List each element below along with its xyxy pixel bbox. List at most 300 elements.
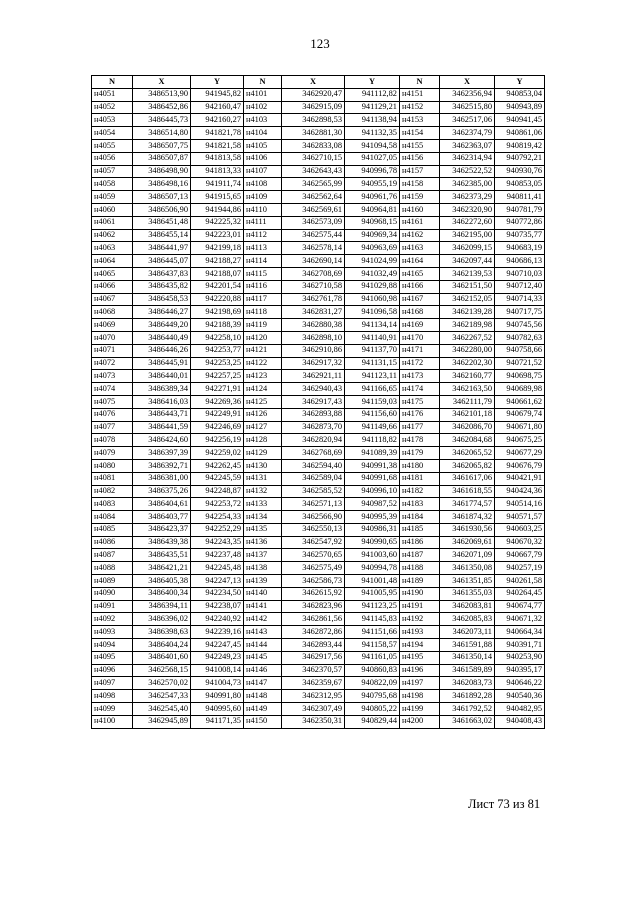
coord-y-cell: 942254,33 [191, 511, 244, 524]
coord-x-cell: 3462690,14 [282, 255, 345, 268]
coord-y-cell: 940679,74 [495, 408, 545, 421]
coord-y-cell: 941008,14 [191, 664, 244, 677]
coord-x-cell: 3462085,83 [440, 613, 495, 626]
coord-y-cell: 941821,78 [191, 127, 244, 140]
coord-x-cell: 3462189,98 [440, 319, 495, 332]
coord-y-cell: 940676,79 [495, 459, 545, 472]
coord-y-cell: 941813,33 [191, 165, 244, 178]
coord-y-cell: 940986,31 [345, 523, 400, 536]
coord-y-cell: 941137,70 [345, 344, 400, 357]
coord-y-cell: 941096,58 [345, 306, 400, 319]
coord-y-cell: 941001,48 [345, 575, 400, 588]
table-row [92, 178, 545, 191]
coord-y-cell: 941161,05 [345, 651, 400, 664]
coord-x-cell: 3462575,49 [282, 562, 345, 575]
point-n-cell: н4160 [400, 203, 440, 216]
coord-y-cell: 942269,36 [191, 395, 244, 408]
coord-x-cell: 3486449,20 [133, 319, 191, 332]
coord-x-cell: 3462566,90 [282, 511, 345, 524]
coord-y-cell: 942245,59 [191, 472, 244, 485]
coord-x-cell: 3486506,90 [133, 203, 191, 216]
coord-x-cell: 3462385,00 [440, 178, 495, 191]
point-n-cell: н4180 [400, 459, 440, 472]
coord-x-cell: 3486507,87 [133, 152, 191, 165]
coord-x-cell: 3486451,48 [133, 216, 191, 229]
page-number: 123 [310, 36, 330, 51]
table-row [92, 293, 545, 306]
point-n-cell: н4176 [400, 408, 440, 421]
table-row [92, 255, 545, 268]
coord-y-cell: 940671,80 [495, 421, 545, 434]
coord-y-cell: 940853,05 [495, 178, 545, 191]
coord-y-cell: 940698,75 [495, 370, 545, 383]
coord-y-cell: 942243,35 [191, 536, 244, 549]
point-n-cell: н4141 [244, 600, 282, 613]
coord-y-cell: 940391,71 [495, 639, 545, 652]
point-n-cell: н4164 [400, 255, 440, 268]
table-row [92, 575, 545, 588]
point-n-cell: н4090 [92, 587, 133, 600]
coord-y-cell: 942240,92 [191, 613, 244, 626]
table-row [92, 319, 545, 332]
point-n-cell: н4178 [400, 434, 440, 447]
table-row [92, 331, 545, 344]
coord-y-cell: 942220,88 [191, 293, 244, 306]
coord-y-cell: 942188,27 [191, 255, 244, 268]
coord-x-cell: 3462151,50 [440, 280, 495, 293]
coord-x-cell: 3462363,07 [440, 139, 495, 152]
coord-x-cell: 3462280,00 [440, 344, 495, 357]
coord-y-cell: 940686,13 [495, 255, 545, 268]
coord-x-cell: 3486443,71 [133, 408, 191, 421]
coord-x-cell: 3462065,82 [440, 459, 495, 472]
coord-y-cell: 941821,58 [191, 139, 244, 152]
coord-y-cell: 940930,76 [495, 165, 545, 178]
point-n-cell: н4198 [400, 690, 440, 703]
coord-y-cell: 940674,77 [495, 600, 545, 613]
coord-x-cell: 3462071,09 [440, 549, 495, 562]
coord-x-cell: 3462823,96 [282, 600, 345, 613]
coord-x-cell: 3462097,44 [440, 255, 495, 268]
coord-y-cell: 941915,65 [191, 191, 244, 204]
point-n-cell: н4187 [400, 549, 440, 562]
coord-y-cell: 942256,19 [191, 434, 244, 447]
coord-x-cell: 3462615,92 [282, 587, 345, 600]
coord-x-cell: 3462920,47 [282, 88, 345, 101]
point-n-cell: н4069 [92, 319, 133, 332]
coord-x-cell: 3486498,90 [133, 165, 191, 178]
coord-x-cell: 3462940,43 [282, 383, 345, 396]
table-row [92, 536, 545, 549]
table-row [92, 357, 545, 370]
coord-x-cell: 3462099,15 [440, 242, 495, 255]
table-row [92, 370, 545, 383]
coord-x-cell: 3461930,56 [440, 523, 495, 536]
coord-x-cell: 3462522,52 [440, 165, 495, 178]
point-n-cell: н4110 [244, 203, 282, 216]
point-n-cell: н4123 [244, 370, 282, 383]
header-x-3: X [440, 76, 495, 89]
coord-y-cell: 940991,38 [345, 459, 400, 472]
coord-y-cell: 941813,58 [191, 152, 244, 165]
coord-y-cell: 941158,57 [345, 639, 400, 652]
table-row [92, 549, 545, 562]
coord-x-cell: 3486446,27 [133, 306, 191, 319]
table-row [92, 626, 545, 639]
header-n-2: N [244, 76, 282, 89]
coord-x-cell: 3486445,07 [133, 255, 191, 268]
point-n-cell: н4083 [92, 498, 133, 511]
coord-x-cell: 3462163,50 [440, 383, 495, 396]
point-n-cell: н4052 [92, 101, 133, 114]
coord-x-cell: 3486446,26 [133, 344, 191, 357]
coord-y-cell: 940264,45 [495, 587, 545, 600]
coord-y-cell: 941024,99 [345, 255, 400, 268]
header-y-3: Y [495, 76, 545, 89]
table-row [92, 703, 545, 716]
coord-y-cell: 942238,07 [191, 600, 244, 613]
point-n-cell: н4076 [92, 408, 133, 421]
table-row [92, 242, 545, 255]
table-row [92, 459, 545, 472]
coord-y-cell: 942259,02 [191, 447, 244, 460]
coord-y-cell: 942188,39 [191, 319, 244, 332]
coord-y-cell: 942249,91 [191, 408, 244, 421]
point-n-cell: н4172 [400, 357, 440, 370]
point-n-cell: н4194 [400, 639, 440, 652]
coord-y-cell: 942245,48 [191, 562, 244, 575]
point-n-cell: н4054 [92, 127, 133, 140]
point-n-cell: н4196 [400, 664, 440, 677]
coord-x-cell: 3461663,02 [440, 715, 495, 728]
coord-x-cell: 3486424,60 [133, 434, 191, 447]
coord-x-cell: 3462570,02 [133, 677, 191, 690]
coord-x-cell: 3462710,58 [282, 280, 345, 293]
coord-y-cell: 940795,68 [345, 690, 400, 703]
coord-x-cell: 3462073,11 [440, 626, 495, 639]
coord-y-cell: 940514,16 [495, 498, 545, 511]
coord-y-cell: 942246,69 [191, 421, 244, 434]
coord-y-cell: 940991,80 [191, 690, 244, 703]
coord-x-cell: 3462578,14 [282, 242, 345, 255]
coord-x-cell: 3461792,52 [440, 703, 495, 716]
point-n-cell: н4161 [400, 216, 440, 229]
coord-x-cell: 3462594,40 [282, 459, 345, 472]
table-row [92, 421, 545, 434]
point-n-cell: н4162 [400, 229, 440, 242]
coord-x-cell: 3462915,09 [282, 101, 345, 114]
point-n-cell: н4127 [244, 421, 282, 434]
coord-y-cell: 942248,87 [191, 485, 244, 498]
coord-y-cell: 942237,48 [191, 549, 244, 562]
point-n-cell: н4136 [244, 536, 282, 549]
coord-y-cell: 940261,58 [495, 575, 545, 588]
table-row [92, 651, 545, 664]
point-n-cell: н4074 [92, 383, 133, 396]
coord-x-cell: 3462314,94 [440, 152, 495, 165]
point-n-cell: н4106 [244, 152, 282, 165]
point-n-cell: н4096 [92, 664, 133, 677]
point-n-cell: н4166 [400, 280, 440, 293]
coord-x-cell: 3462139,28 [440, 306, 495, 319]
table-row [92, 267, 545, 280]
coord-y-cell: 940646,22 [495, 677, 545, 690]
coord-y-cell: 941060,98 [345, 293, 400, 306]
coord-x-cell: 3461892,28 [440, 690, 495, 703]
coord-x-cell: 3486405,38 [133, 575, 191, 588]
coord-y-cell: 941089,39 [345, 447, 400, 460]
coord-x-cell: 3462065,52 [440, 447, 495, 460]
coord-y-cell: 941149,66 [345, 421, 400, 434]
table-row [92, 395, 545, 408]
point-n-cell: н4138 [244, 562, 282, 575]
coord-y-cell: 941005,95 [345, 587, 400, 600]
coord-x-cell: 3486398,63 [133, 626, 191, 639]
coord-y-cell: 941145,83 [345, 613, 400, 626]
table-header-row [92, 76, 545, 89]
coord-x-cell: 3486375,26 [133, 485, 191, 498]
coord-y-cell: 942188,07 [191, 267, 244, 280]
point-n-cell: н4056 [92, 152, 133, 165]
coord-y-cell: 940675,25 [495, 434, 545, 447]
coord-y-cell: 940822,09 [345, 677, 400, 690]
table-row [92, 498, 545, 511]
coord-y-cell: 941140,91 [345, 331, 400, 344]
coord-y-cell: 942253,77 [191, 344, 244, 357]
point-n-cell: н4146 [244, 664, 282, 677]
point-n-cell: н4154 [400, 127, 440, 140]
point-n-cell: н4188 [400, 562, 440, 575]
coord-y-cell: 940745,56 [495, 319, 545, 332]
point-n-cell: н4119 [244, 319, 282, 332]
table-row [92, 101, 545, 114]
coord-y-cell: 940667,79 [495, 549, 545, 562]
coord-x-cell: 3486441,59 [133, 421, 191, 434]
point-n-cell: н4066 [92, 280, 133, 293]
coord-x-cell: 3462571,13 [282, 498, 345, 511]
coord-y-cell: 941151,66 [345, 626, 400, 639]
coord-y-cell: 941131,15 [345, 357, 400, 370]
coord-y-cell: 940963,69 [345, 242, 400, 255]
coord-x-cell: 3462575,44 [282, 229, 345, 242]
coord-x-cell: 3462350,31 [282, 715, 345, 728]
coord-y-cell: 940540,36 [495, 690, 545, 703]
coord-x-cell: 3486396,02 [133, 613, 191, 626]
coord-x-cell: 3486507,13 [133, 191, 191, 204]
coord-y-cell: 940710,03 [495, 267, 545, 280]
coord-y-cell: 942199,18 [191, 242, 244, 255]
coord-x-cell: 3461617,06 [440, 472, 495, 485]
point-n-cell: н4133 [244, 498, 282, 511]
coord-x-cell: 3462708,69 [282, 267, 345, 280]
coord-y-cell: 940996,10 [345, 485, 400, 498]
coord-x-cell: 3462139,53 [440, 267, 495, 280]
coord-y-cell: 941118,82 [345, 434, 400, 447]
coord-y-cell: 941944,86 [191, 203, 244, 216]
coord-x-cell: 3461618,55 [440, 485, 495, 498]
point-n-cell: н4097 [92, 677, 133, 690]
table-row [92, 383, 545, 396]
coord-x-cell: 3462585,52 [282, 485, 345, 498]
coord-x-cell: 3486392,71 [133, 459, 191, 472]
coord-x-cell: 3462086,70 [440, 421, 495, 434]
coord-x-cell: 3486445,73 [133, 114, 191, 127]
coord-x-cell: 3486455,14 [133, 229, 191, 242]
table-row [92, 485, 545, 498]
coord-x-cell: 3486440,01 [133, 370, 191, 383]
header-n-1: N [92, 76, 133, 89]
point-n-cell: н4132 [244, 485, 282, 498]
header-y-1: Y [191, 76, 244, 89]
coord-y-cell: 940792,21 [495, 152, 545, 165]
table-row [92, 216, 545, 229]
point-n-cell: н4108 [244, 178, 282, 191]
point-n-cell: н4168 [400, 306, 440, 319]
point-n-cell: н4170 [400, 331, 440, 344]
coord-x-cell: 3462515,80 [440, 101, 495, 114]
point-n-cell: н4094 [92, 639, 133, 652]
coord-y-cell: 941027,05 [345, 152, 400, 165]
table-row [92, 472, 545, 485]
coord-x-cell: 3461774,57 [440, 498, 495, 511]
coord-y-cell: 940961,76 [345, 191, 400, 204]
coord-x-cell: 3461591,88 [440, 639, 495, 652]
coord-x-cell: 3462893,44 [282, 639, 345, 652]
point-n-cell: н4142 [244, 613, 282, 626]
coord-x-cell: 3462202,30 [440, 357, 495, 370]
table-row [92, 434, 545, 447]
coord-x-cell: 3462359,67 [282, 677, 345, 690]
point-n-cell: н4062 [92, 229, 133, 242]
coord-y-cell: 940819,42 [495, 139, 545, 152]
coord-x-cell: 3462917,56 [282, 651, 345, 664]
coord-x-cell: 3486400,34 [133, 587, 191, 600]
coord-x-cell: 3462083,73 [440, 677, 495, 690]
coord-y-cell: 940782,63 [495, 331, 545, 344]
coord-x-cell: 3462761,78 [282, 293, 345, 306]
point-n-cell: н4145 [244, 651, 282, 664]
point-n-cell: н4070 [92, 331, 133, 344]
coord-x-cell: 3462568,15 [133, 664, 191, 677]
coord-x-cell: 3462547,92 [282, 536, 345, 549]
point-n-cell: н4139 [244, 575, 282, 588]
point-n-cell: н4109 [244, 191, 282, 204]
point-n-cell: н4075 [92, 395, 133, 408]
point-n-cell: н4118 [244, 306, 282, 319]
point-n-cell: н4061 [92, 216, 133, 229]
coord-y-cell: 941132,35 [345, 127, 400, 140]
point-n-cell: н4153 [400, 114, 440, 127]
coord-y-cell: 941159,03 [345, 395, 400, 408]
coord-y-cell: 942160,47 [191, 101, 244, 114]
coord-x-cell: 3462880,38 [282, 319, 345, 332]
coord-y-cell: 940994,78 [345, 562, 400, 575]
table-row [92, 613, 545, 626]
point-n-cell: н4115 [244, 267, 282, 280]
coord-x-cell: 3486435,82 [133, 280, 191, 293]
coord-y-cell: 940781,79 [495, 203, 545, 216]
coord-x-cell: 3462373,29 [440, 191, 495, 204]
coord-y-cell: 940661,62 [495, 395, 545, 408]
coord-y-cell: 942223,01 [191, 229, 244, 242]
point-n-cell: н4152 [400, 101, 440, 114]
point-n-cell: н4095 [92, 651, 133, 664]
table-row [92, 587, 545, 600]
table-row [92, 229, 545, 242]
coord-x-cell: 3462893,88 [282, 408, 345, 421]
coord-x-cell: 3462101,18 [440, 408, 495, 421]
table-row [92, 191, 545, 204]
coord-x-cell: 3462562,64 [282, 191, 345, 204]
coord-x-cell: 3462370,57 [282, 664, 345, 677]
coord-x-cell: 3486437,83 [133, 267, 191, 280]
coord-y-cell: 941112,82 [345, 88, 400, 101]
coord-y-cell: 942271,91 [191, 383, 244, 396]
coord-x-cell: 3462573,09 [282, 216, 345, 229]
point-n-cell: н4167 [400, 293, 440, 306]
coord-x-cell: 3462069,61 [440, 536, 495, 549]
coord-x-cell: 3462356,94 [440, 88, 495, 101]
coord-y-cell: 941166,65 [345, 383, 400, 396]
coord-y-cell: 940853,04 [495, 88, 545, 101]
coord-y-cell: 940735,77 [495, 229, 545, 242]
coord-x-cell: 3462586,73 [282, 575, 345, 588]
coord-y-cell: 942257,25 [191, 370, 244, 383]
coord-y-cell: 940677,29 [495, 447, 545, 460]
point-n-cell: н4105 [244, 139, 282, 152]
point-n-cell: н4087 [92, 549, 133, 562]
coord-y-cell: 942225,32 [191, 216, 244, 229]
coordinates-table [91, 75, 545, 729]
point-n-cell: н4104 [244, 127, 282, 140]
coord-x-cell: 3462550,13 [282, 523, 345, 536]
point-n-cell: н4175 [400, 395, 440, 408]
coord-y-cell: 940721,52 [495, 357, 545, 370]
coord-x-cell: 3462565,99 [282, 178, 345, 191]
coord-y-cell: 940717,75 [495, 306, 545, 319]
coord-x-cell: 3486441,97 [133, 242, 191, 255]
point-n-cell: н4082 [92, 485, 133, 498]
coord-x-cell: 3462374,79 [440, 127, 495, 140]
coord-y-cell: 942247,45 [191, 639, 244, 652]
point-n-cell: н4169 [400, 319, 440, 332]
coord-x-cell: 3486416,03 [133, 395, 191, 408]
point-n-cell: н4112 [244, 229, 282, 242]
coord-y-cell: 940603,25 [495, 523, 545, 536]
point-n-cell: н4135 [244, 523, 282, 536]
coord-y-cell: 940772,86 [495, 216, 545, 229]
coord-x-cell: 3462312,95 [282, 690, 345, 703]
coord-x-cell: 3462267,52 [440, 331, 495, 344]
point-n-cell: н4058 [92, 178, 133, 191]
coord-x-cell: 3486440,49 [133, 331, 191, 344]
header-n-3: N [400, 76, 440, 89]
coord-y-cell: 940253,90 [495, 651, 545, 664]
point-n-cell: н4143 [244, 626, 282, 639]
table-row [92, 664, 545, 677]
coord-y-cell: 940670,32 [495, 536, 545, 549]
coord-y-cell: 940968,15 [345, 216, 400, 229]
coord-y-cell: 942252,29 [191, 523, 244, 536]
coord-x-cell: 3486452,86 [133, 101, 191, 114]
point-n-cell: н4079 [92, 447, 133, 460]
table-row [92, 511, 545, 524]
point-n-cell: н4055 [92, 139, 133, 152]
table-row [92, 280, 545, 293]
table-row [92, 127, 545, 140]
coord-y-cell: 941004,73 [191, 677, 244, 690]
coord-x-cell: 3486389,34 [133, 383, 191, 396]
